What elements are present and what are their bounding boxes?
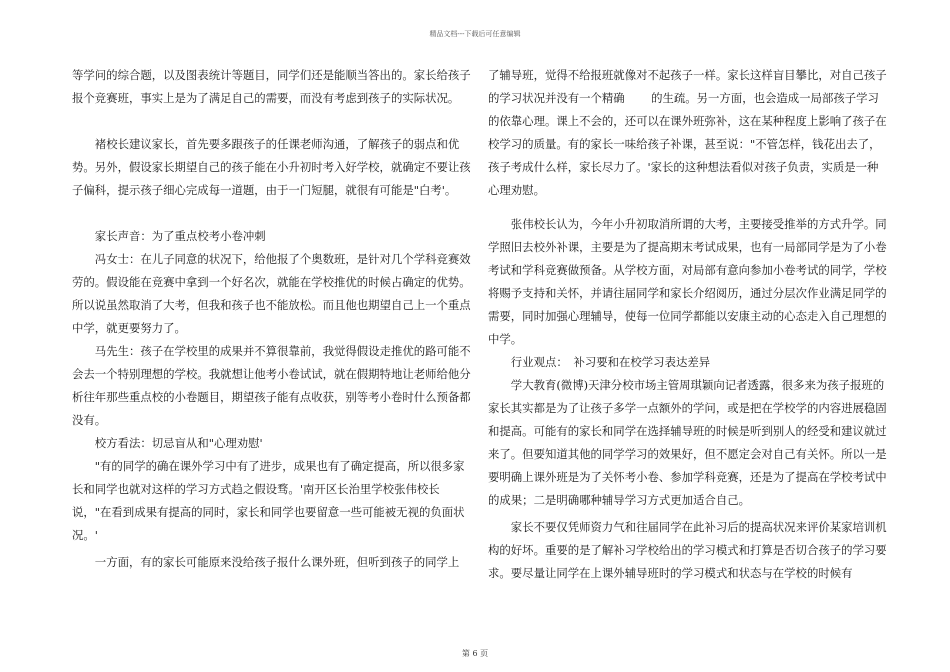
right-column — [488, 64, 888, 585]
page-header: 精品文档---下载后可任意编辑 — [429, 30, 521, 38]
paragraph: 了辅导班，觉得不给报班就像对不起孩子一样。家长这样盲目攀比，对自己孩子的学习状况并没有一个精确 的生疏。另一方面，也会造成一局部孩子学习的依靠心理。课上不会的，还可以在课外班弥补，这在某种程度上影响了孩子在校学习的质量。有的家长一味给孩子补课，甚至说："不管怎样，钱花出去了，孩子考成什么样，家长尽力了。'家长的这种想法看似对孩子负责，实质是一种心理劝慰。 — [488, 68, 887, 197]
paragraph: 行业观点： 补习要和在校学习表达差异 — [510, 355, 711, 369]
paragraph: 张伟校长认为，今年小升初取消所谓的大考，主要接受推举的方式升学。同学照旧去校外补课，主要是为了提高期末考试成果，也有一局部同学是为了小卷考试和学科竞赛做预备。从学校方面，对局部有意向参加小卷考试的同学，学校将赐予支持和关怀，并请往届同学和家长介绍阅历，通过分层次作业满足同学的需要，同时加强心理辅导，使每一位同学都能以安康主动的心态走入自己理想的中学。 — [488, 217, 887, 346]
left-column — [72, 64, 472, 574]
paragraph: "有的同学的确在课外学习中有了进步，成果也有了确定提高，所以很多家长和同学也就对这样的学习方式趋之假设骛。'南开区长治里学校张伟校长说，"在看到成果有提高的同时，家长和同学也要留意一些可能被无视的负面状况。' — [72, 459, 465, 542]
paragraph: 褚校长建议家长，首先要多跟孩子的任课老师沟通，了解孩子的弱点和优势。另外，假设家长期望自己的孩子能在小升初时考入好学校，就确定不要让孩子偏科，提示孩子细心完成每一道题，由于一门短腿，就很有可能是"白考'。 — [72, 137, 471, 197]
paragraph: 家长声音：为了重点校考小卷冲刺 — [94, 229, 266, 243]
paragraph: 学大教育(微博)天津分校市场主管周琪颖向记者透露，很多来为孩子报班的家长其实都是为了让孩子多学一点额外的学问，或是把在学校学的内容进展稳固和提高。可能有的家长和同学在选择辅导班的时候是听到别人的经受和建议就过来了。但要知道其他的同学学习的效果好，但不愿定会对自己有关怀。所以一是要明确上课外班是为了关怀考小卷、参加学科竞赛，还是为了提高在学校考试中的成果；二是明确哪种辅导学习方式更加适合自己。 — [488, 378, 887, 507]
paragraph-spacer — [72, 202, 472, 225]
paragraph-spacer — [488, 202, 888, 213]
paragraph: 校方看法：切忌盲从和"心理劝慰' — [94, 436, 263, 450]
paragraph: 等学问的综合题，以及图表统计等题目，同学们还是能顺当答出的。家长给孩子报个竞赛班，事实上是为了满足自己的需要，而没有考虑到孩子的实际状况。 — [72, 68, 471, 105]
paragraph: 马先生：孩子在学校里的成果并不算很靠前，我觉得假设走推优的路可能不会去一个特别理想的学校。我就想让他考小卷试试，就在假期特地让老师给他分析往年那些重点校的小卷题目，期望孩子能有点收获，别等考小卷时什么预备都没有。 — [72, 344, 471, 427]
paragraph: 一方面，有的家长可能原来没给孩子报什么课外班，但听到孩子的同学上 — [94, 555, 460, 569]
paragraph: 冯女士：在儿子同意的状况下，给他报了个奥数班，是针对几个学科竞赛效劳的。假设能在竞赛中拿到一个好名次，就能在学校推优的时候占确定的优势。所以说虽然取消了大考，但我和孩子也不能放松。而且他也期望自己上一个重点中学，就更要努力了。 — [72, 252, 471, 335]
paragraph: 家长不要仅凭师资力气和往届同学在此补习后的提高状况来评价某家培训机构的好坏。重要的是了解补习学校给出的学习模式和打算是否切合孩子的学习要求。要尽量让同学在上课外辅导班时的学习模式和状态与在学校的时候有 — [488, 520, 887, 580]
paragraph-spacer — [72, 110, 472, 133]
page-number: 第 6 页 — [461, 649, 489, 658]
